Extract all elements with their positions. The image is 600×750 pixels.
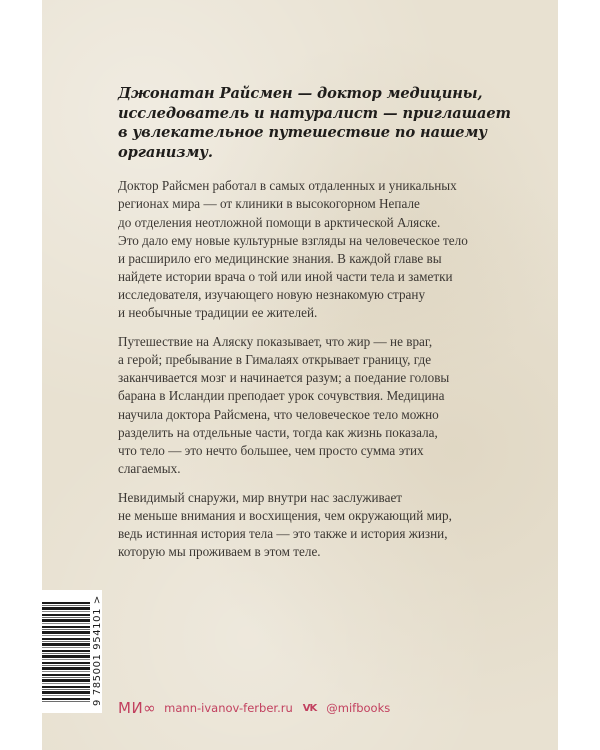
barcode-bars (42, 602, 90, 702)
vk-icon[interactable]: VK (302, 702, 317, 714)
body-line: исследователя, изучающего новую незнакомую страну (118, 286, 426, 302)
isbn-barcode (42, 590, 102, 713)
body-line: не меньше внимания и восхищения, чем окружающий мир, (118, 507, 452, 523)
body-paragraph-1 (118, 177, 528, 322)
barcode-number: 9 785001 954101 > (92, 595, 103, 706)
body-line: до отделения неотложной помощи в арктической Аляске. (118, 214, 441, 230)
body-line: регионах мира — от клиники в высокогорном Непале (118, 196, 420, 212)
cover-text (118, 84, 528, 572)
lead-line: исследователь и натуралист — приглашает (118, 104, 511, 122)
publisher-logo: МИ∞ (118, 699, 157, 717)
lead-line: в увлекательное путешествие по нашему (118, 124, 487, 142)
lead-line: Джонатан Райсмен — доктор медицины, (118, 85, 483, 102)
body-line: а герой; пребывание в Гималаях открывает границу, где (118, 352, 432, 368)
body-line: которую мы проживаем в этом теле. (118, 544, 321, 560)
body-line: заканчивается мозг и начинается разум; а поедание головы (118, 370, 450, 386)
lead-line: организму. (118, 143, 213, 161)
body-line: ведь истинная история тела — это также и история жизни, (118, 526, 448, 542)
body-line: что тело — это нечто большее, чем просто сумма этих (118, 442, 424, 458)
body-line: Путешествие на Аляску показывает, что жир — не враг, (118, 334, 433, 350)
body-line: найдете истории врача о той или иной части тела и заметки (118, 268, 453, 284)
social-handle-link[interactable]: @mifbooks (326, 701, 391, 715)
body-line: барана в Исландии преподает урок сочувствия. Медицина (118, 388, 445, 404)
body-line: слагаемых. (118, 460, 181, 476)
publisher-footer (118, 699, 390, 717)
body-line: и необычные традиции ее жителей. (118, 305, 318, 321)
publisher-website-link[interactable]: mann-ivanov-ferber.ru (164, 701, 293, 715)
lead-paragraph (118, 84, 528, 162)
body-paragraph-3 (118, 489, 528, 561)
body-line: Невидимый снаружи, мир внутри нас заслуживает (118, 489, 403, 505)
body-line: разделить на отдельные части, тогда как жизнь показала, (118, 424, 438, 440)
body-paragraph-2 (118, 333, 528, 478)
body-line: и расширило его медицинские знания. В каждой главе вы (118, 250, 442, 266)
body-line: научила доктора Райсмена, что человеческое тело можно (118, 406, 439, 422)
body-line: Это дало ему новые культурные взгляды на человеческое тело (118, 232, 468, 248)
body-line: Доктор Райсмен работал в самых отдаленных и уникальных (118, 178, 457, 194)
